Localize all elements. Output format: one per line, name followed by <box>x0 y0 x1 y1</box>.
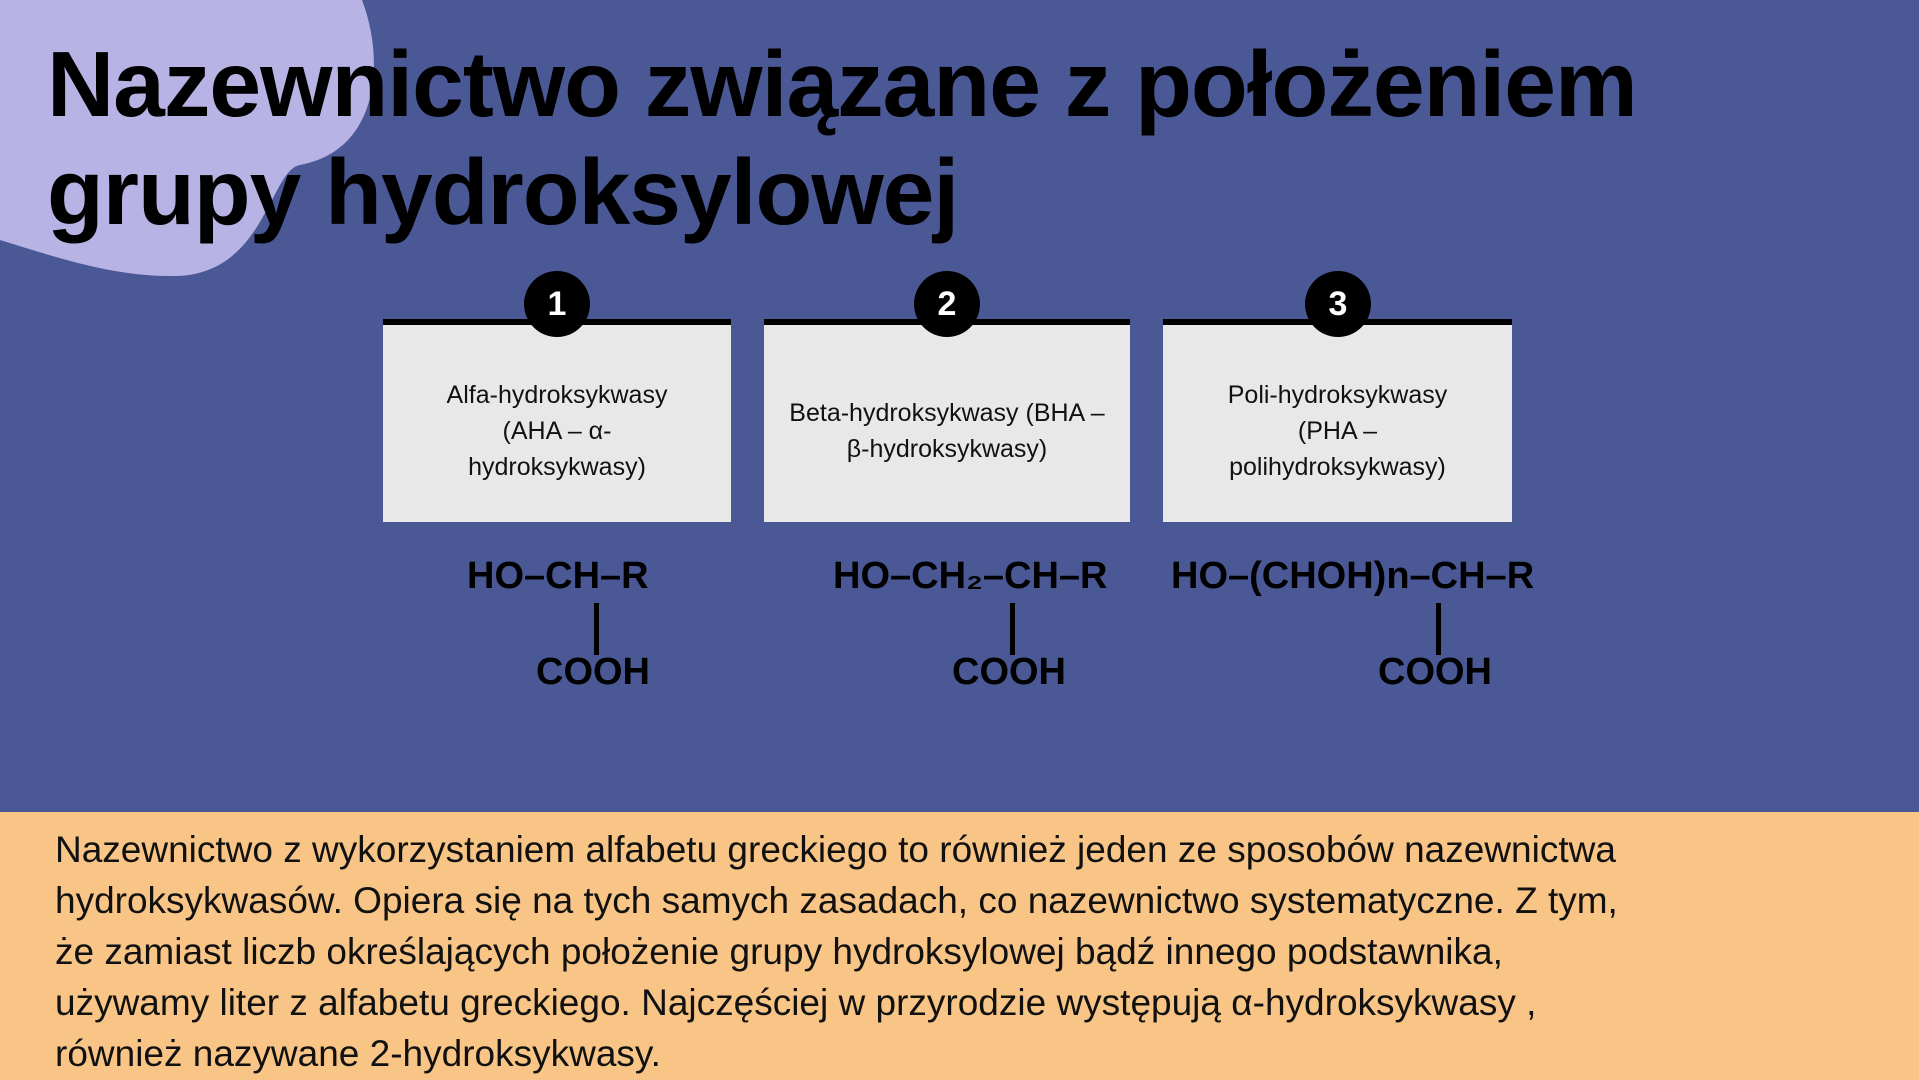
card-label: Beta-hydroksykwasy (BHA – β-hydroksykwasy) <box>789 398 1105 463</box>
description-panel <box>0 812 1919 1080</box>
step-number-badge: 2 <box>914 271 980 337</box>
bond-line <box>594 603 599 655</box>
formula-beta: HO–CH₂–CH–R <box>833 555 1108 597</box>
card-label: Alfa-hydroksykwasy (AHA – α-hydroksykwasy) <box>446 380 668 481</box>
formula-alpha-branch: COOH <box>536 651 650 693</box>
bond-line <box>1010 603 1015 655</box>
description-line: że zamiast liczb określających położenie grupy hydroksylowej bądź innego podstawnika, <box>55 931 1503 972</box>
card-beta-hydroxy-acids <box>764 319 1130 522</box>
title-line-2: grupy hydroksylowej <box>47 140 959 244</box>
formula-alpha: HO–CH–R <box>467 555 649 597</box>
description-line: hydroksykwasów. Opiera się na tych samych zasadach, co nazewnictwo systematyczne. Z tym, <box>55 880 1618 921</box>
card-label: Poli-hydroksykwasy (PHA – polihydroksykwasy) <box>1227 380 1448 481</box>
step-number-badge: 3 <box>1305 271 1371 337</box>
card-poly-hydroxy-acids <box>1163 319 1512 522</box>
page-title <box>47 30 1637 246</box>
card-alpha-hydroxy-acids <box>383 319 731 522</box>
description-text <box>55 824 1618 1079</box>
formula-beta-branch: COOH <box>952 651 1066 693</box>
description-line: używamy liter z alfabetu greckiego. Najczęściej w przyrodzie występują α-hydroksykwasy , <box>55 982 1537 1023</box>
formula-poly-branch: COOH <box>1378 651 1492 693</box>
step-number-badge: 1 <box>524 271 590 337</box>
title-line-1: Nazewnictwo związane z położeniem <box>47 32 1637 136</box>
bond-line <box>1436 603 1441 655</box>
description-line: Nazewnictwo z wykorzystaniem alfabetu greckiego to również jeden ze sposobów nazewnictwa <box>55 829 1616 870</box>
formula-poly: HO–(CHOH)n–CH–R <box>1171 555 1535 597</box>
description-line: również nazywane 2-hydroksykwasy. <box>55 1033 661 1074</box>
